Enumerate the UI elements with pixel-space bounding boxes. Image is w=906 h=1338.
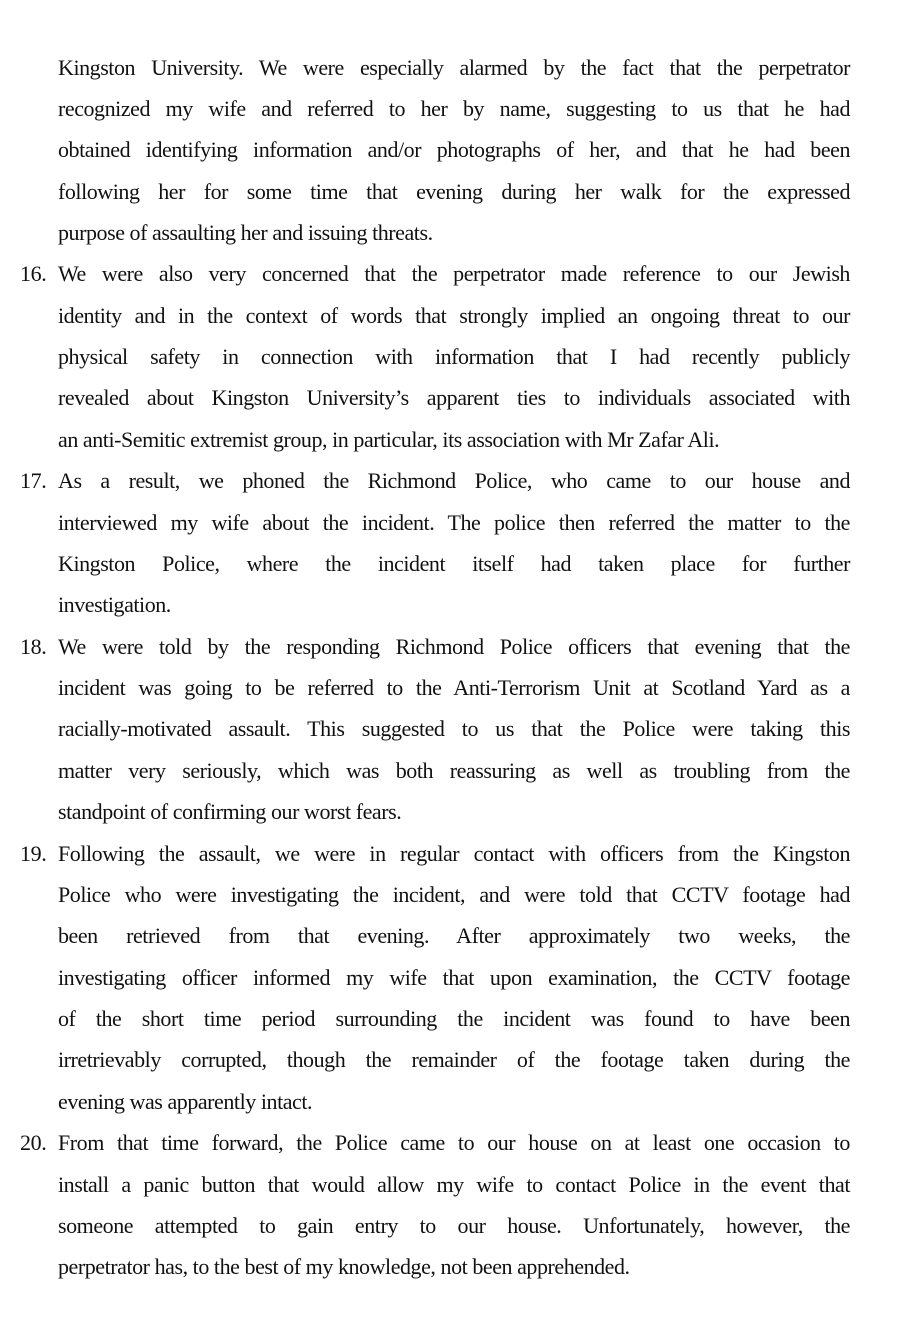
text-line: been retrieved from that evening. After approximately two weeks, the: [58, 923, 850, 948]
paragraph-number: 17.: [20, 468, 47, 493]
paragraph-number: 20.: [20, 1130, 47, 1155]
text-line: perpetrator has, to the best of my knowledge, not been apprehended.: [58, 1254, 630, 1279]
text-line: revealed about Kingston University’s apparent ties to individuals associated with: [58, 385, 850, 410]
text-line: From that time forward, the Police came to our house on at least one occasion to: [58, 1130, 850, 1155]
text-line: interviewed my wife about the incident. The police then referred the matter to the: [58, 510, 850, 535]
text-line: We were told by the responding Richmond Police officers that evening that the: [58, 634, 850, 659]
text-line: standpoint of confirming our worst fears.: [58, 799, 402, 824]
text-line: matter very seriously, which was both reassuring as well as troubling from the: [58, 758, 850, 783]
text-line: install a panic button that would allow my wife to contact Police in the event that: [58, 1172, 850, 1197]
paragraph-number: 18.: [20, 634, 47, 659]
text-line: investigating officer informed my wife that upon examination, the CCTV footage: [58, 965, 850, 990]
text-line: an anti-Semitic extremist group, in particular, its association with Mr Zafar Ali.: [58, 427, 720, 452]
text-line: Kingston Police, where the incident itself had taken place for further: [58, 551, 850, 576]
text-line: purpose of assaulting her and issuing threats.: [58, 220, 433, 245]
text-line: irretrievably corrupted, though the remainder of the footage taken during the: [58, 1047, 850, 1072]
text-line: racially-motivated assault. This suggested to us that the Police were taking this: [58, 716, 850, 741]
paragraph-number: 19.: [20, 841, 47, 866]
text-line: recognized my wife and referred to her by name, suggesting to us that he had: [58, 96, 850, 121]
text-line: obtained identifying information and/or photographs of her, and that he had been: [58, 137, 850, 162]
text-line: Following the assault, we were in regular contact with officers from the Kingston: [58, 841, 850, 866]
paragraph-number: 16.: [20, 261, 47, 286]
text-line: following her for some time that evening during her walk for the expressed: [58, 179, 850, 204]
text-line: evening was apparently intact.: [58, 1089, 313, 1114]
text-line: Kingston University. We were especially alarmed by the fact that the perpetrator: [58, 55, 850, 80]
text-line: physical safety in connection with information that I had recently publicly: [58, 344, 850, 369]
text-line: investigation.: [58, 592, 171, 617]
text-line: identity and in the context of words that strongly implied an ongoing threat to our: [58, 303, 850, 328]
text-line: Police who were investigating the incident, and were told that CCTV footage had: [58, 882, 850, 907]
text-line: As a result, we phoned the Richmond Police, who came to our house and: [58, 468, 850, 493]
text-line: someone attempted to gain entry to our house. Unfortunately, however, the: [58, 1213, 850, 1238]
text-line: of the short time period surrounding the incident was found to have been: [58, 1006, 850, 1031]
text-line: incident was going to be referred to the Anti-Terrorism Unit at Scotland Yard as a: [58, 675, 850, 700]
text-line: We were also very concerned that the perpetrator made reference to our Jewish: [58, 261, 850, 286]
